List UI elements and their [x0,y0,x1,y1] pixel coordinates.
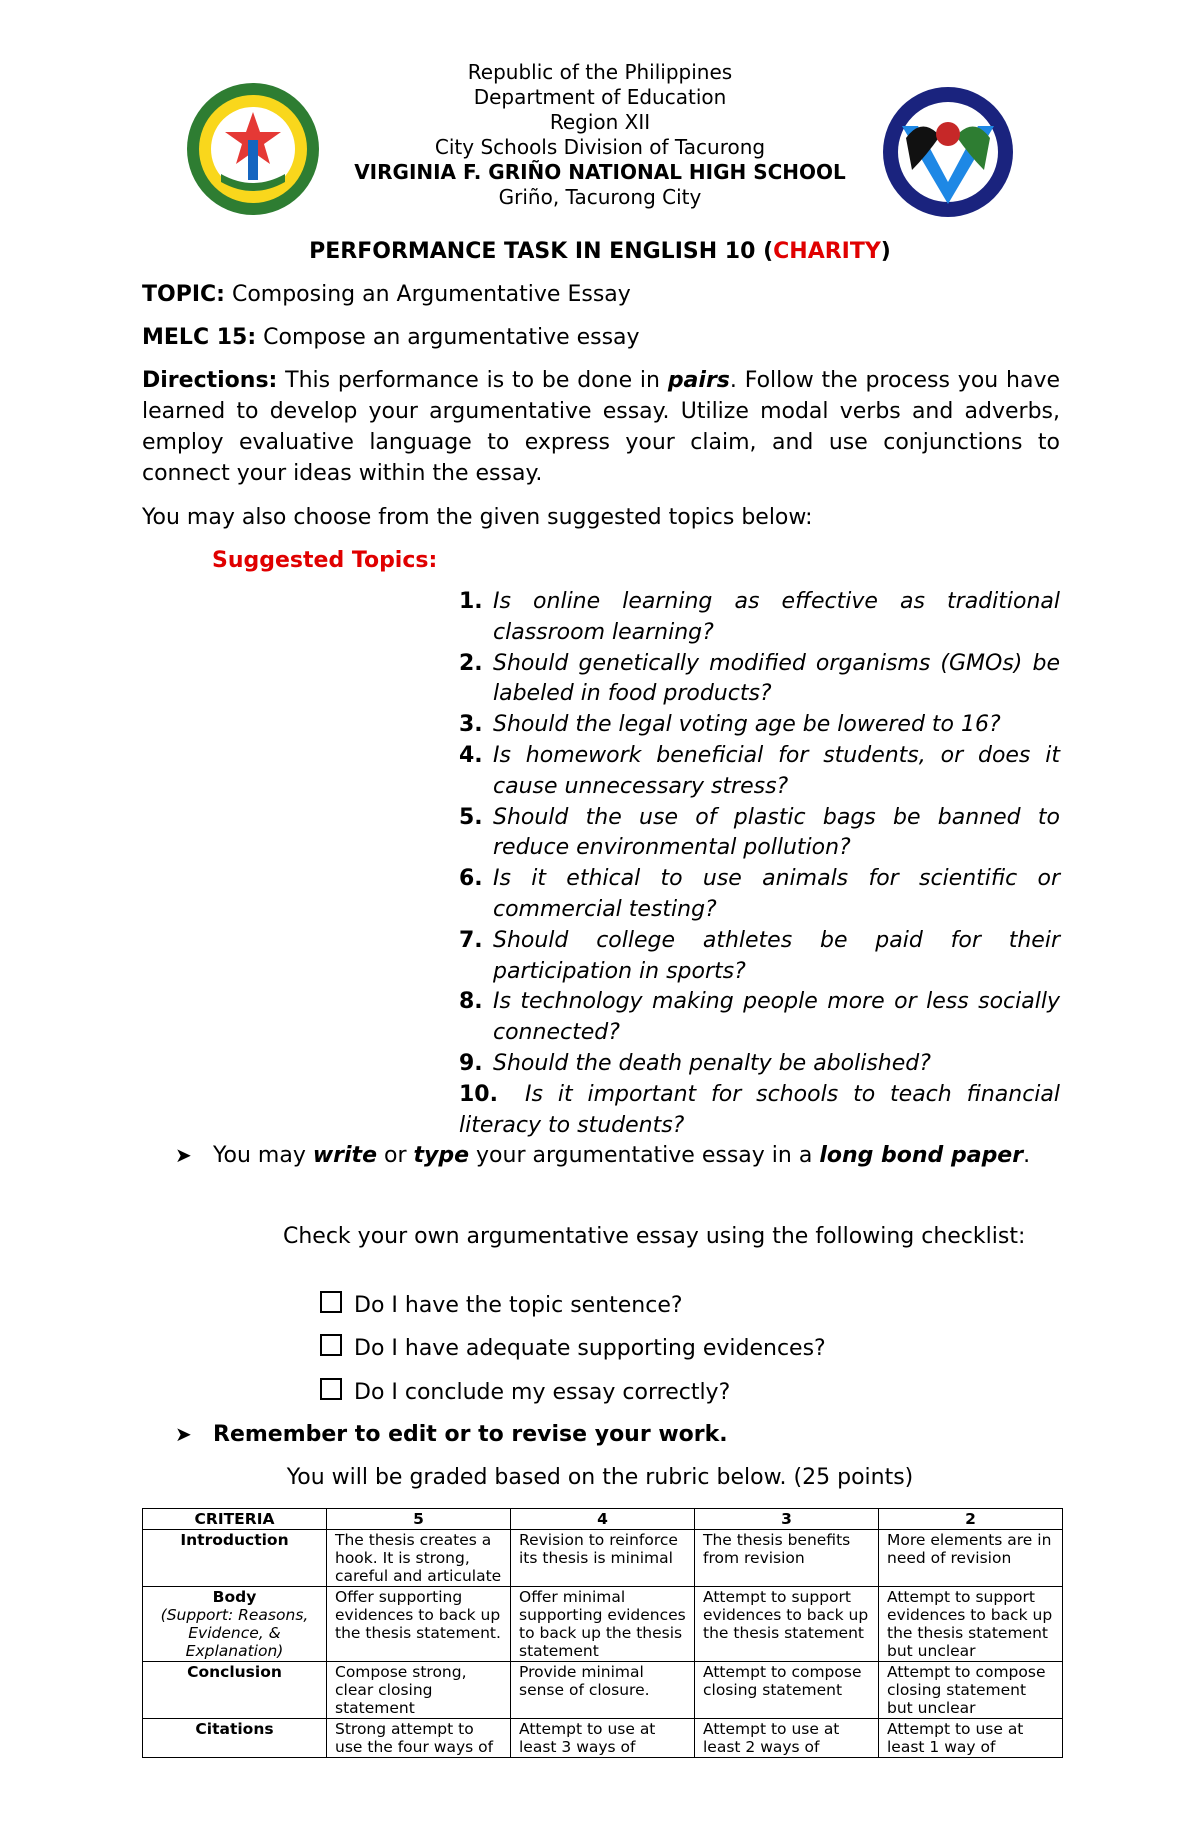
table-row [143,1530,1063,1587]
directions-paragraph [142,365,1060,489]
criteria-cell [143,1530,327,1587]
table-cell: Strong attempt to use the four ways of [327,1719,511,1758]
arrow-bullet-icon: ➤ [175,1422,192,1446]
paper-emphasis: long bond paper [819,1143,1024,1168]
list-item-number: 10. [459,1081,498,1107]
title-section: CHARITY [773,239,881,264]
directions-text-continued: . Follow the process you have learned to develop your argumentative essay. Utilize modal verbs and adverbs, employ evaluative language to express your claim, and use conjunctions to connect your ideas within the essay. [142,368,1061,486]
list-item-text: Should the legal voting age be lowered to 16? [493,712,1001,738]
directions-emphasis: pairs [667,368,730,393]
title-suffix: ) [880,239,891,264]
list-item-text: Is it important for schools to teach financial literacy to students? [459,1081,1060,1138]
checkbox-icon[interactable] [320,1334,342,1356]
table-cell: Attempt to use at least 3 ways of [511,1719,695,1758]
suggested-topics-label [212,545,612,576]
write-text: your argumentative essay in a [469,1143,820,1168]
checklist-item-text: Do I have the topic sentence? [354,1293,683,1318]
column-header: 2 [879,1509,1063,1530]
table-cell: Attempt to support evidences to back up the thesis statement but unclear [879,1587,1063,1662]
rubric-table [142,1508,1063,1758]
list-item-text: Should college athletes be paid for their participation in sports? [493,927,1060,984]
header-line: Region XII [549,110,651,134]
table-cell: Offer supporting evidences to back up the thesis statement. [327,1587,511,1662]
column-header: 3 [695,1509,879,1530]
remember-text: Remember to edit or to revise your work. [213,1422,728,1447]
list-item-number: 2. [459,650,483,676]
list-item-number: 1. [459,589,483,614]
column-header: 4 [511,1509,695,1530]
column-header: 5 [327,1509,511,1530]
list-item [459,587,1060,649]
table-cell: Attempt to compose closing statement [695,1662,879,1719]
list-item-text: Should the death penalty be abolished? [493,1050,931,1076]
list-item [459,710,1060,741]
list-item [459,741,1060,803]
checklist-item-text: Do I have adequate supporting evidences? [354,1336,826,1361]
table-row [143,1587,1063,1662]
list-item [459,926,1060,988]
list-item-number: 5. [459,804,483,830]
table-header-row [143,1509,1063,1530]
melc-text: Compose an argumentative essay [256,325,640,350]
list-item-text: Is technology making people more or less socially connected? [493,989,1060,1046]
school-address: Griño, Tacurong City [498,185,702,209]
write-emphasis: write [312,1143,377,1168]
page-title [0,239,1200,264]
criteria-sublabel: (Support: Reasons, Evidence, & Explanation) [160,1606,309,1660]
topic-label: TOPIC: [142,282,225,307]
list-item [459,803,1060,865]
type-emphasis: type [413,1143,470,1168]
table-cell: The thesis benefits from revision [695,1530,879,1587]
table-cell: Attempt to support evidences to back up the thesis statement [695,1587,879,1662]
arrow-bullet-icon: ➤ [175,1143,192,1167]
criteria-label: Introduction [180,1531,289,1549]
column-header: CRITERIA [143,1509,327,1530]
topic-text: Composing an Argumentative Essay [224,282,631,307]
list-item [459,1049,1060,1080]
write-text: or [377,1143,414,1168]
remember-bullet [175,1419,1060,1450]
table-cell: More elements are in need of revision [879,1530,1063,1587]
table-cell: Attempt to use at least 1 way of [879,1719,1063,1758]
checklist-intro: Check your own argumentative essay using the following checklist: [283,1224,1026,1249]
table-cell: Revision to reinforce its thesis is minimal [511,1530,695,1587]
list-item-number: 4. [459,742,483,768]
checkbox-icon[interactable] [320,1291,342,1313]
criteria-label: Conclusion [187,1663,282,1681]
list-item-text: Should the use of plastic bags be banned to reduce environmental pollution? [493,804,1060,861]
write-text: You may [213,1143,313,1168]
write-instruction-bullet [175,1140,1060,1171]
write-text: . [1023,1143,1031,1168]
table-cell: Attempt to use at least 2 ways of [695,1719,879,1758]
list-item [459,1080,1060,1142]
directions-text: This performance is to be done in [277,368,668,393]
table-cell: Provide minimal sense of closure. [511,1662,695,1719]
list-item-text: Is homework beneficial for students, or does it cause unnecessary stress? [493,742,1060,799]
list-item-number: 9. [459,1050,483,1076]
melc-line [142,322,1060,353]
melc-label: MELC 15: [142,325,257,350]
suggested-topics-label-text: Suggested Topics: [212,548,438,573]
table-cell: Compose strong, clear closing statement [327,1662,511,1719]
header-line: Republic of the Philippines [467,60,733,84]
list-item [459,649,1060,711]
checklist-item[interactable] [320,1290,683,1321]
list-item-number: 3. [459,712,483,738]
suggested-topics-list [459,587,1060,1141]
criteria-label: Citations [195,1720,274,1738]
header-line: Department of Education [473,85,727,109]
list-item-text: Should genetically modified organisms (GMOs) be labeled in food products? [493,650,1060,707]
criteria-cell [143,1587,327,1662]
criteria-label: Body [212,1588,257,1606]
list-item-text: Is online learning as effective as traditional classroom learning? [493,589,1060,645]
directions-label: Directions: [142,368,278,393]
list-item-text: Is it ethical to use animals for scientific or commercial testing? [493,866,1060,922]
choose-topics-text: You may also choose from the given suggested topics below: [142,505,813,530]
checklist-item-text: Do I conclude my essay correctly? [354,1380,731,1405]
table-row [143,1662,1063,1719]
letterhead [0,60,1200,210]
table-cell: Offer minimal supporting evidences to back up the thesis statement [511,1587,695,1662]
header-line: City Schools Division of Tacurong [434,135,766,159]
checklist-item[interactable] [320,1377,730,1408]
checklist-item[interactable] [320,1333,826,1364]
criteria-cell [143,1662,327,1719]
list-item-number: 6. [459,866,483,892]
list-item [459,987,1060,1049]
checkbox-icon[interactable] [320,1378,342,1400]
grading-note: You will be graded based on the rubric below. (25 points) [286,1465,914,1490]
table-row [143,1719,1063,1758]
list-item-number: 8. [459,989,483,1015]
list-item [459,864,1060,926]
list-item-number: 7. [459,927,483,953]
criteria-cell [143,1719,327,1758]
school-name: VIRGINIA F. GRIÑO NATIONAL HIGH SCHOOL [354,160,846,184]
table-cell: Attempt to compose closing statement but unclear [879,1662,1063,1719]
table-cell: The thesis creates a hook. It is strong, careful and articulate [327,1530,511,1587]
title-prefix: PERFORMANCE TASK IN ENGLISH 10 ( [309,239,774,264]
topic-line [142,279,1060,310]
